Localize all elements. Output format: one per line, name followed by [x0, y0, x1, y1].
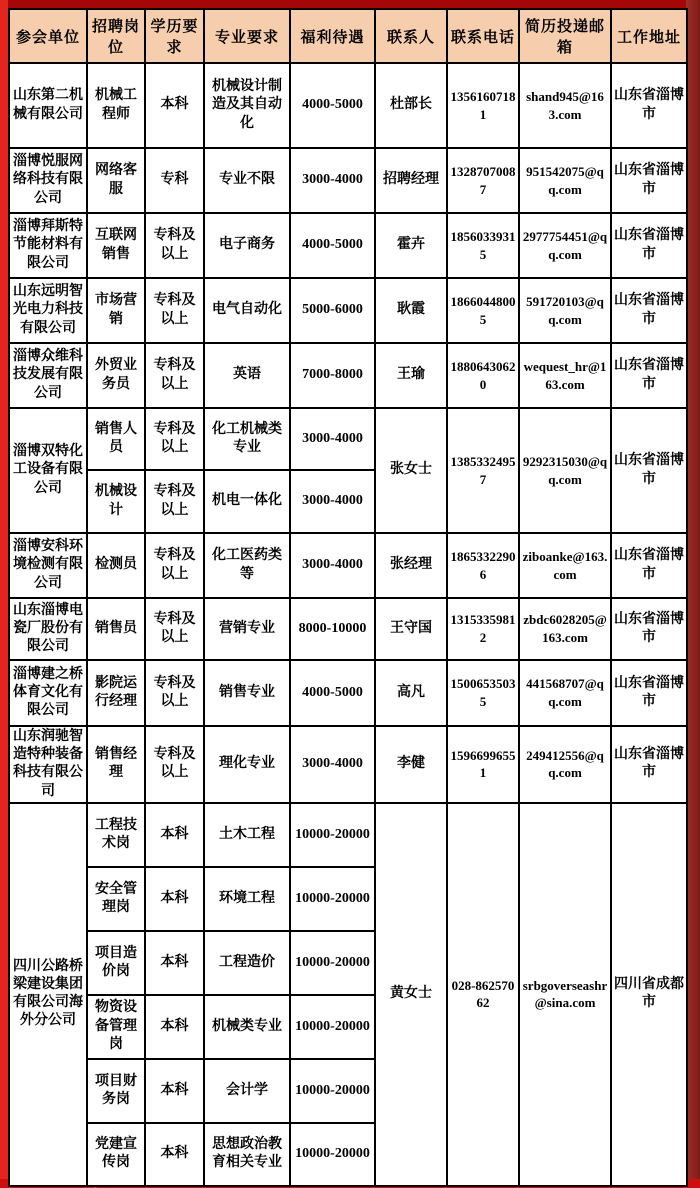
email-cell: 951542075@qq.com — [519, 148, 611, 213]
header-row — [9, 9, 687, 63]
education-cell: 本科 — [145, 63, 204, 148]
salary-cell: 4000-5000 — [290, 213, 375, 278]
position-cell: 项目财务岗 — [87, 1059, 145, 1123]
position-cell: 党建宣传岗 — [87, 1123, 145, 1186]
company-cell: 淄博拜斯特节能材料有限公司 — [9, 213, 87, 278]
major-cell: 电子商务 — [204, 213, 290, 278]
company-cell: 淄博建之桥体育文化有限公司 — [9, 660, 87, 726]
location-cell: 山东省淄博市 — [611, 63, 687, 148]
major-cell: 化工医药类等 — [204, 533, 290, 598]
salary-cell: 3000-4000 — [290, 533, 375, 598]
position-cell: 影院运行经理 — [87, 660, 145, 726]
company-cell: 淄博双特化工设备有限公司 — [9, 408, 87, 533]
education-cell: 本科 — [145, 1123, 204, 1186]
email-cell: 441568707@qq.com — [519, 660, 611, 726]
major-cell: 机械类专业 — [204, 995, 290, 1059]
phone-cell: 18806430620 — [447, 343, 519, 408]
position-cell: 市场营销 — [87, 278, 145, 343]
frame-right-stripe — [686, 0, 700, 1188]
table-row — [9, 278, 687, 343]
table-row — [9, 343, 687, 408]
education-cell: 专科及以上 — [145, 470, 204, 533]
position-cell: 安全管理岗 — [87, 867, 145, 931]
phone-cell: 13287070087 — [447, 148, 519, 213]
contact-cell: 张经理 — [375, 533, 447, 598]
frame-top-stripe — [0, 0, 700, 8]
major-cell: 化工机械类专业 — [204, 408, 290, 470]
col-header-phone: 联系电话 — [447, 9, 519, 63]
major-cell: 理化专业 — [204, 726, 290, 803]
contact-cell: 霍卉 — [375, 213, 447, 278]
phone-cell: 13561607181 — [447, 63, 519, 148]
table-row — [9, 533, 687, 598]
col-header-company: 参会单位 — [9, 9, 87, 63]
salary-cell: 3000-4000 — [290, 726, 375, 803]
company-cell: 山东润驰智造特种装备科技有限公司 — [9, 726, 87, 803]
phone-cell: 15006535035 — [447, 660, 519, 726]
contact-cell: 黄女士 — [375, 803, 447, 1186]
table-row — [9, 63, 687, 148]
col-header-salary: 福利待遇 — [290, 9, 375, 63]
major-cell: 英语 — [204, 343, 290, 408]
col-header-major: 专业要求 — [204, 9, 290, 63]
table-row — [9, 803, 687, 867]
table-row — [9, 660, 687, 726]
col-header-location: 工作地址 — [611, 9, 687, 63]
major-cell: 营销专业 — [204, 598, 290, 660]
table-row — [9, 726, 687, 803]
location-cell: 山东省淄博市 — [611, 533, 687, 598]
location-cell: 山东省淄博市 — [611, 726, 687, 803]
position-cell: 外贸业务员 — [87, 343, 145, 408]
location-cell: 山东省淄博市 — [611, 148, 687, 213]
company-cell: 淄博众维科技发展有限公司 — [9, 343, 87, 408]
education-cell: 专科及以上 — [145, 660, 204, 726]
major-cell: 会计学 — [204, 1059, 290, 1123]
education-cell: 本科 — [145, 995, 204, 1059]
table-row — [9, 148, 687, 213]
education-cell: 专科及以上 — [145, 533, 204, 598]
position-cell: 销售人员 — [87, 408, 145, 470]
salary-cell: 10000-20000 — [290, 1059, 375, 1123]
salary-cell: 4000-5000 — [290, 63, 375, 148]
major-cell: 专业不限 — [204, 148, 290, 213]
location-cell: 山东省淄博市 — [611, 408, 687, 533]
salary-cell: 7000-8000 — [290, 343, 375, 408]
company-cell: 淄博悦服网络科技有限公司 — [9, 148, 87, 213]
position-cell: 销售员 — [87, 598, 145, 660]
education-cell: 本科 — [145, 867, 204, 931]
salary-cell: 3000-4000 — [290, 148, 375, 213]
table-row — [9, 598, 687, 660]
contact-cell: 耿霞 — [375, 278, 447, 343]
job-table — [8, 8, 688, 1187]
salary-cell: 3000-4000 — [290, 470, 375, 533]
frame-left-stripe — [0, 0, 8, 1188]
company-cell: 山东第二机械有限公司 — [9, 63, 87, 148]
position-cell: 网络客服 — [87, 148, 145, 213]
email-cell: srbgoverseashr@sina.com — [519, 803, 611, 1186]
location-cell: 山东省淄博市 — [611, 278, 687, 343]
education-cell: 专科及以上 — [145, 726, 204, 803]
salary-cell: 10000-20000 — [290, 803, 375, 867]
education-cell: 专科及以上 — [145, 408, 204, 470]
position-cell: 机械设计 — [87, 470, 145, 533]
col-header-contact: 联系人 — [375, 9, 447, 63]
education-cell: 专科及以上 — [145, 343, 204, 408]
contact-cell: 李健 — [375, 726, 447, 803]
company-cell: 山东远明智光电力科技有限公司 — [9, 278, 87, 343]
col-header-education: 学历要求 — [145, 9, 204, 63]
major-cell: 电气自动化 — [204, 278, 290, 343]
salary-cell: 4000-5000 — [290, 660, 375, 726]
location-cell: 山东省淄博市 — [611, 598, 687, 660]
location-cell: 山东省淄博市 — [611, 213, 687, 278]
education-cell: 本科 — [145, 1059, 204, 1123]
email-cell: 2977754451@qq.com — [519, 213, 611, 278]
email-cell: wequest_hr@163.com — [519, 343, 611, 408]
position-cell: 机械工程师 — [87, 63, 145, 148]
education-cell: 专科及以上 — [145, 213, 204, 278]
salary-cell: 8000-10000 — [290, 598, 375, 660]
position-cell: 检测员 — [87, 533, 145, 598]
position-cell: 物资设备管理岗 — [87, 995, 145, 1059]
major-cell: 环境工程 — [204, 867, 290, 931]
company-cell: 四川公路桥梁建设集团有限公司海外分公司 — [9, 803, 87, 1186]
phone-cell: 18660448005 — [447, 278, 519, 343]
col-header-position: 招聘岗位 — [87, 9, 145, 63]
phone-cell: 13153359812 — [447, 598, 519, 660]
salary-cell: 10000-20000 — [290, 1123, 375, 1186]
major-cell: 销售专业 — [204, 660, 290, 726]
company-cell: 山东淄博电瓷厂股份有限公司 — [9, 598, 87, 660]
education-cell: 专科及以上 — [145, 278, 204, 343]
location-cell: 四川省成都市 — [611, 803, 687, 1186]
contact-cell: 王守国 — [375, 598, 447, 660]
position-cell: 销售经理 — [87, 726, 145, 803]
major-cell: 机械设计制造及其自动化 — [204, 63, 290, 148]
location-cell: 山东省淄博市 — [611, 343, 687, 408]
email-cell: 9292315030@qq.com — [519, 408, 611, 533]
table-row — [9, 408, 687, 470]
contact-cell: 王瑜 — [375, 343, 447, 408]
company-cell: 淄博安科环境检测有限公司 — [9, 533, 87, 598]
contact-cell: 张女士 — [375, 408, 447, 533]
email-cell: 591720103@qq.com — [519, 278, 611, 343]
phone-cell: 18653322906 — [447, 533, 519, 598]
salary-cell: 5000-6000 — [290, 278, 375, 343]
phone-cell: 15966996551 — [447, 726, 519, 803]
col-header-email: 简历投递邮箱 — [519, 9, 611, 63]
salary-cell: 10000-20000 — [290, 931, 375, 995]
salary-cell: 10000-20000 — [290, 867, 375, 931]
major-cell: 机电一体化 — [204, 470, 290, 533]
salary-cell: 10000-20000 — [290, 995, 375, 1059]
position-cell: 工程技术岗 — [87, 803, 145, 867]
education-cell: 专科及以上 — [145, 598, 204, 660]
education-cell: 本科 — [145, 803, 204, 867]
position-cell: 互联网销售 — [87, 213, 145, 278]
email-cell: 249412556@qq.com — [519, 726, 611, 803]
major-cell: 工程造价 — [204, 931, 290, 995]
major-cell: 土木工程 — [204, 803, 290, 867]
email-cell: zbdc6028205@163.com — [519, 598, 611, 660]
phone-cell: 028-86257062 — [447, 803, 519, 1186]
contact-cell: 高凡 — [375, 660, 447, 726]
table-row — [9, 213, 687, 278]
position-cell: 项目造价岗 — [87, 931, 145, 995]
major-cell: 思想政治教育相关专业 — [204, 1123, 290, 1186]
table-body — [9, 63, 687, 1186]
salary-cell: 3000-4000 — [290, 408, 375, 470]
phone-cell: 18560339315 — [447, 213, 519, 278]
contact-cell: 杜部长 — [375, 63, 447, 148]
education-cell: 专科 — [145, 148, 204, 213]
email-cell: shand945@163.com — [519, 63, 611, 148]
contact-cell: 招聘经理 — [375, 148, 447, 213]
education-cell: 本科 — [145, 931, 204, 995]
phone-cell: 13853324957 — [447, 408, 519, 533]
location-cell: 山东省淄博市 — [611, 660, 687, 726]
email-cell: ziboanke@163.com — [519, 533, 611, 598]
